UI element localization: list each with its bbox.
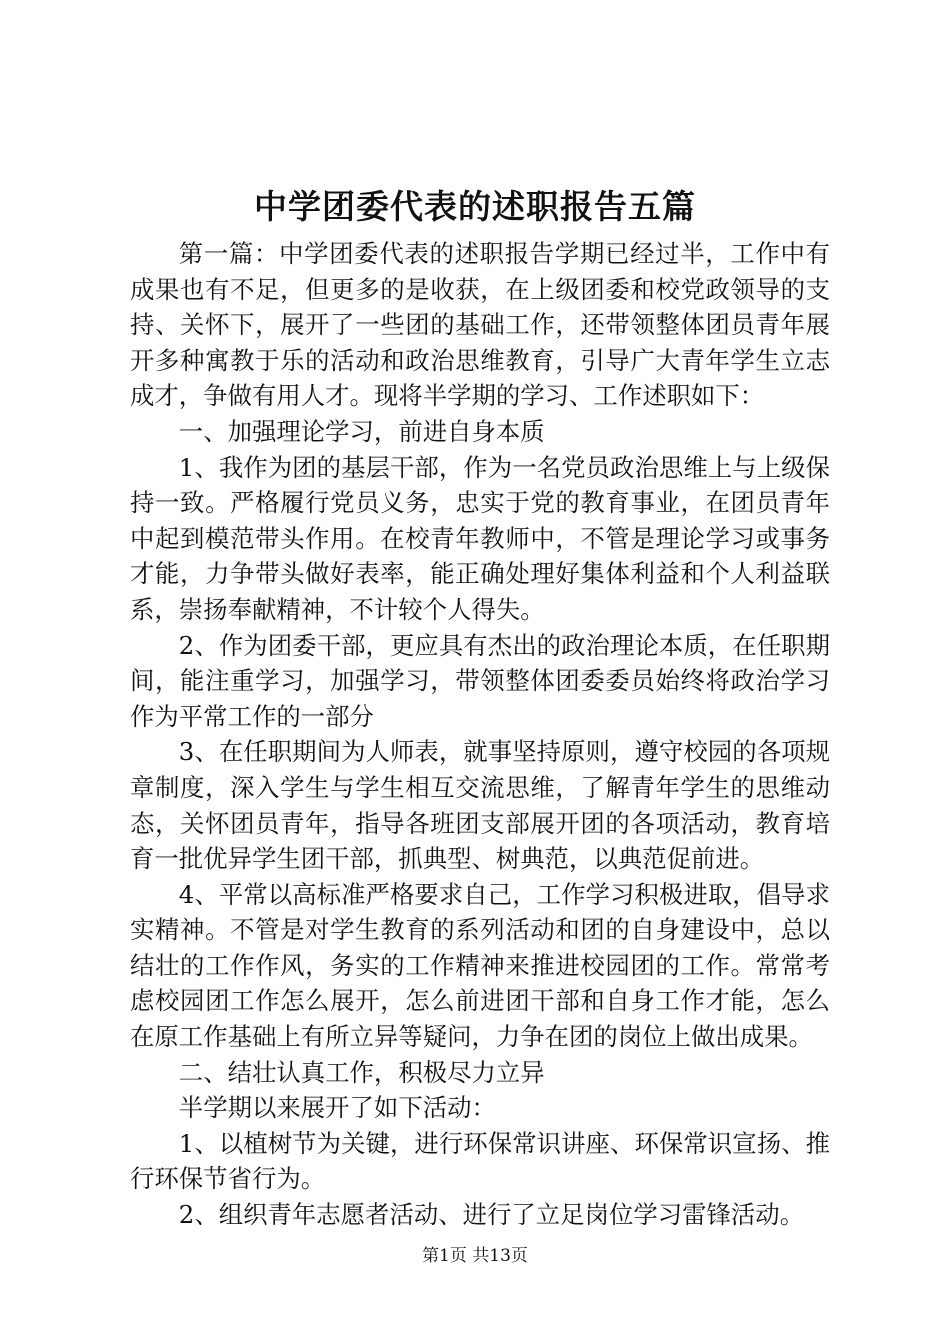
paragraph-item-4: 4、平常以高标准严格要求自己，工作学习积极进取，倡导求实精神。不管是对学生教育的系列活动和团的自身建设中，总以结壮的工作作风，务实的工作精神来推进校园团的工作。常常考虑校园团工作怎么展开，怎么前进团干部和自身工作才能，怎么在原工作基础上有所立异等疑问，力争在团的岗位上做出成果。 — [130, 879, 830, 1052]
paragraph-item-1: 1、我作为团的基层干部，作为一名党员政治思维上与上级保持一致。严格履行党员义务，忠实于党的教育事业，在团员青年中起到模范带头作用。在校青年教师中，不管是理论学习或事务才能，力争带头做好表率，能正确处理好集体利益和个人利益联系，崇扬奉献精神，不计较个人得失。 — [130, 452, 830, 624]
paragraph-item-3: 3、在任职期间为人师表，就事坚持原则，遵守校园的各项规章制度，深入学生与学生相互交流思维，了解青年学生的思维动态，关怀团员青年，指导各班团支部展开团的各项活动，教育培育一批优异学生团干部，抓典型、树典范，以典范促前进。 — [130, 737, 830, 874]
section-heading-1: 一、加强理论学习，前进自身本质 — [178, 416, 545, 446]
page-footer: 第1页 共13页 — [422, 1246, 528, 1266]
paragraph-activity-2: 2、组织青年志愿者活动、进行了立足岗位学习雷锋活动。 — [178, 1200, 805, 1230]
document-body — [130, 236, 830, 1233]
paragraph-activity-1: 1、以植树节为关键，进行环保常识讲座、环保常识宣扬、推行环保节省行为。 — [130, 1128, 830, 1194]
paragraph-activities-intro: 半学期以来展开了如下活动： — [178, 1093, 496, 1123]
section-heading-2: 二、结壮认真工作，积极尽力立异 — [178, 1057, 545, 1087]
paragraph-intro: 第一篇：中学团委代表的述职报告学期已经过半，工作中有成果也有不足，但更多的是收获，在上级团委和校党政领导的支持、关怀下，展开了一些团的基础工作，还带领整体团员青年展开多种寓教于乐的活动和政治思维教育，引导广大青年学生立志成才，争做有用人才。现将半学期的学习、工作述职如下： — [130, 239, 830, 411]
document-title: 中学团委代表的述职报告五篇 — [254, 187, 696, 226]
paragraph-item-2: 2、作为团委干部，更应具有杰出的政治理论本质，在任职期间，能注重学习，加强学习，带领整体团委委员始终将政治学习作为平常工作的一部分 — [130, 630, 830, 731]
